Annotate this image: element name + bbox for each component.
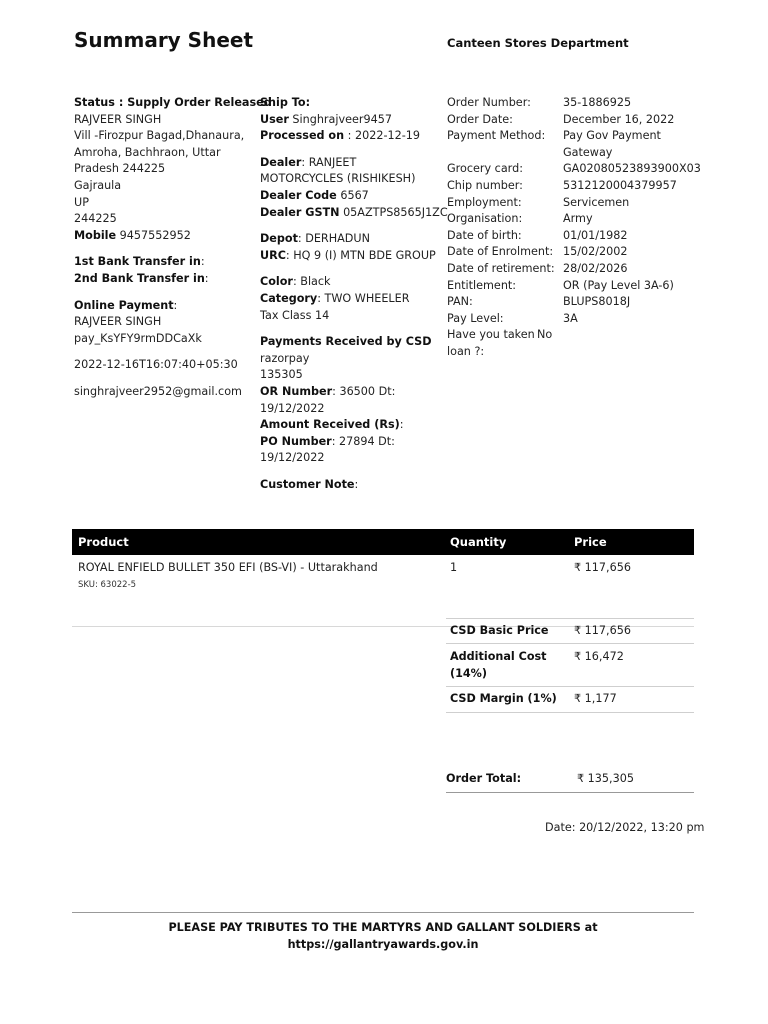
info-key: Chip number:: [447, 178, 523, 192]
product-sku: SKU: 63022-5: [78, 580, 137, 590]
payments-via: razorpay: [260, 351, 310, 365]
buyer-name: RAJVEER SINGH: [74, 112, 162, 126]
info-row: [447, 228, 707, 245]
dealer-gstn-value: 05AZTPS8565J1ZC: [343, 205, 448, 219]
depot-value: : DERHADUN: [297, 232, 370, 246]
online-payment-row: [74, 298, 256, 315]
header-price: Price: [574, 534, 607, 549]
product-quantity: 1: [450, 561, 458, 574]
payments-amount: 135305: [260, 368, 303, 382]
urc-label: URC: [260, 248, 286, 262]
mobile-value: 9457552952: [119, 228, 191, 242]
info-row: [447, 178, 707, 195]
amount-label: Amount Received (Rs): [260, 418, 400, 432]
product-price: ₹ 117,656: [574, 561, 631, 574]
or-value: : 36500 Dt: 19/12/2022: [260, 384, 396, 415]
header-product: Product: [78, 534, 129, 549]
order-total-block: [446, 770, 694, 793]
info-row: [447, 161, 707, 178]
info-value: December 16, 2022: [563, 112, 675, 126]
bank1-label: 1st Bank Transfer in: [74, 255, 201, 269]
amount-suffix: :: [399, 418, 404, 432]
mobile-label: Mobile: [74, 228, 117, 242]
dealer-code-label: Dealer Code: [260, 188, 337, 202]
address-line: Pradesh 244225: [74, 162, 166, 176]
category-value: : TWO WHEELER: [317, 291, 410, 305]
footer-text: PLEASE PAY TRIBUTES TO THE MARTYRS AND GALLANT SOLDIERS at https://gallantryawards.gov.in: [168, 921, 598, 951]
info-key: Entitlement:: [447, 278, 517, 292]
or-number-row: [260, 384, 440, 417]
additional-cost-value: ₹ 16,472: [574, 650, 624, 663]
dealer-value: : RANJEET MOTORCYCLES (RISHIKESH): [260, 155, 416, 186]
category-row: [260, 291, 440, 308]
footer-divider: [72, 912, 694, 913]
basic-price-value: ₹ 117,656: [574, 624, 631, 637]
bank1-row: [74, 254, 256, 271]
processed-row: [260, 128, 440, 145]
address-line: 244225: [74, 212, 117, 226]
urc-row: [260, 248, 440, 265]
info-key: Order Date:: [447, 112, 513, 126]
info-value: BLUPS8018J: [563, 295, 631, 309]
additional-cost-label: Additional Cost (14%): [450, 650, 547, 680]
basic-price-label: CSD Basic Price: [450, 624, 549, 637]
info-value: 28/02/2026: [563, 261, 628, 275]
info-row: [447, 195, 707, 212]
info-value: Pay Gov Payment Gateway: [563, 129, 661, 159]
product-name: ROYAL ENFIELD BULLET 350 EFI (BS-VI) - Uttarakhand: [78, 561, 378, 574]
note-suffix: :: [354, 477, 359, 491]
info-value: OR (Pay Level 3A-6): [563, 278, 674, 292]
user-value: Singhrajveer9457: [292, 112, 392, 126]
shipping-column: [260, 95, 448, 493]
processed-value: : 2022-12-19: [347, 129, 420, 143]
info-value: 5312120004379957: [563, 178, 677, 192]
info-row: [447, 95, 707, 112]
color-label: Color: [260, 275, 293, 289]
po-label: PO Number: [260, 434, 332, 448]
dealer-code-row: [260, 188, 440, 205]
user-label: User: [260, 112, 289, 126]
margin-value: ₹ 1,177: [574, 692, 617, 705]
dealer-code-value: 6567: [340, 188, 369, 202]
info-row: [447, 294, 707, 311]
bank1-suffix: :: [200, 255, 205, 269]
po-value: : 27894 Dt: 19/12/2022: [260, 434, 395, 465]
tax-class: Tax Class 14: [260, 308, 330, 322]
product-table: [72, 529, 694, 627]
info-row: [447, 311, 707, 328]
address-line: Gajraula: [74, 178, 122, 192]
or-label: OR Number: [260, 384, 333, 398]
depot-label: Depot: [260, 232, 298, 246]
color-row: [260, 274, 440, 291]
address-line: UP: [74, 195, 89, 209]
print-date: Date: 20/12/2022, 13:20 pm: [545, 821, 705, 834]
payment-id: pay_KsYFY9rmDDCaXk: [74, 331, 202, 345]
buyer-column: [74, 95, 272, 401]
online-name: RAJVEER SINGH: [74, 315, 162, 329]
info-value: GA02080523893900X03: [563, 162, 701, 176]
info-key: Date of retirement:: [447, 261, 555, 275]
totals-block: [446, 618, 694, 713]
urc-value: : HQ 9 (I) MTN BDE GROUP: [285, 248, 436, 262]
info-key: Order Number:: [447, 96, 531, 109]
payment-timestamp: 2022-12-16T16:07:40+05:30: [74, 358, 238, 372]
address-line: Amroha, Bachhraon, Uttar: [74, 145, 221, 159]
info-key: Payment Method:: [447, 129, 546, 143]
total-row: [446, 644, 694, 687]
note-label: Customer Note: [260, 477, 355, 491]
online-label: Online Payment: [74, 298, 174, 312]
info-row: [447, 327, 707, 360]
info-row: [447, 211, 707, 228]
processed-label: Processed on: [260, 129, 345, 143]
table-header: [72, 529, 694, 555]
info-key: Date of birth:: [447, 228, 522, 242]
info-value: Army: [563, 212, 593, 226]
dealer-gstn-label: Dealer GSTN: [260, 205, 340, 219]
payments-label: Payments Received by CSD: [260, 335, 432, 349]
info-row: [447, 128, 707, 161]
info-key: Grocery card:: [447, 162, 523, 176]
info-key: Have you taken loan ?:: [447, 328, 535, 358]
email: singhrajveer2952@gmail.com: [74, 384, 242, 398]
po-number-row: [260, 434, 440, 467]
page-title: Summary Sheet: [74, 28, 254, 52]
info-row: [447, 244, 707, 261]
status-text: Status : Supply Order Released: [74, 96, 272, 109]
customer-note-row: [260, 477, 440, 494]
total-row: [446, 619, 694, 644]
mobile-row: [74, 228, 256, 245]
total-row: [446, 687, 694, 713]
info-value: 35-1886925: [563, 96, 632, 109]
dealer-row: [260, 155, 440, 188]
info-value: Servicemen: [563, 195, 630, 209]
category-label: Category: [260, 291, 318, 305]
amount-received-row: [260, 417, 440, 434]
info-key: PAN:: [447, 295, 473, 309]
bank2-label: 2nd Bank Transfer in: [74, 271, 205, 285]
dealer-label: Dealer: [260, 155, 302, 169]
ship-to-label: Ship To:: [260, 96, 311, 109]
bank2-row: [74, 271, 256, 288]
online-suffix: :: [173, 298, 178, 312]
info-key: Pay Level:: [447, 311, 504, 325]
color-value: : Black: [292, 275, 331, 289]
info-value: 3A: [563, 311, 578, 325]
order-total-label: Order Total:: [446, 772, 522, 785]
margin-label: CSD Margin (1%): [450, 692, 557, 705]
order-total-value: ₹ 135,305: [577, 772, 634, 785]
info-key: Organisation:: [447, 212, 523, 226]
user-row: [260, 112, 440, 129]
header-quantity: Quantity: [450, 534, 507, 549]
table-row: [72, 555, 694, 627]
info-key: Employment:: [447, 195, 522, 209]
info-row: [447, 261, 707, 278]
dealer-gstn-row: [260, 205, 448, 222]
info-key: Date of Enrolment:: [447, 245, 554, 259]
order-info-column: [447, 95, 707, 361]
organization-name: Canteen Stores Department: [447, 36, 629, 50]
depot-row: [260, 231, 440, 248]
info-value: 15/02/2002: [563, 245, 628, 259]
info-value: 01/01/1982: [563, 228, 628, 242]
info-row: [447, 112, 707, 129]
info-value: No: [537, 328, 553, 342]
info-row: [447, 278, 707, 295]
order-total-row: [446, 770, 694, 793]
bank2-suffix: :: [204, 271, 209, 285]
address-line: Vill -Firozpur Bagad,Dhanaura,: [74, 129, 245, 143]
